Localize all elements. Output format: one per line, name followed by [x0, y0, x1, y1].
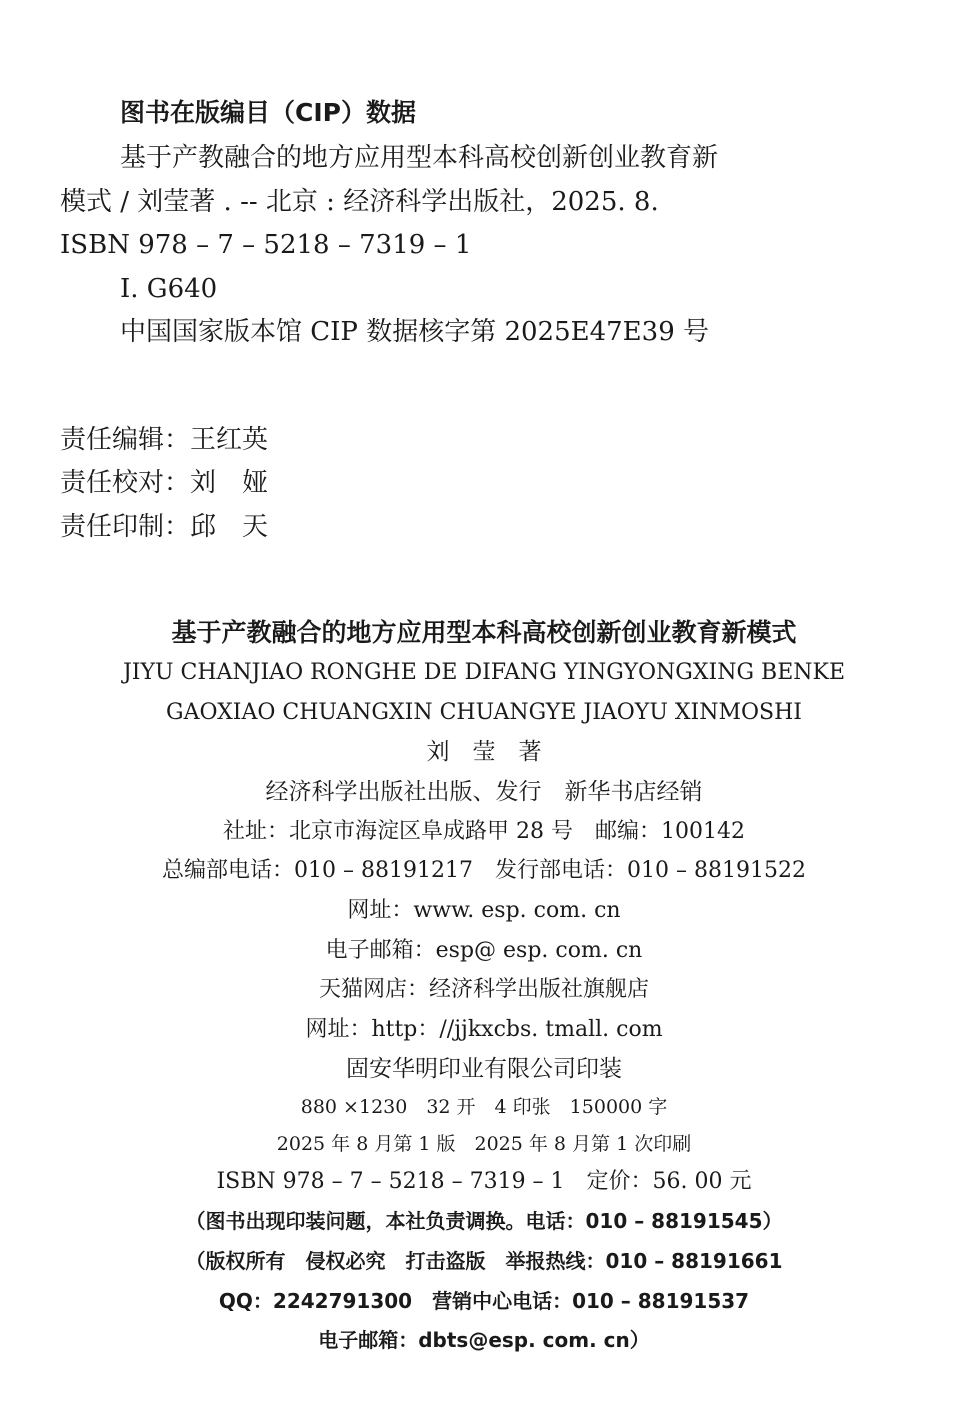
cip-title-line1: 基于产教融合的地方应用型本科高校创新创业教育新: [120, 143, 719, 173]
pinyin-title-line1: JIYU CHANJIAO RONGHE DE DIFANG YINGYONGXING BENKE: [122, 660, 846, 685]
responsible-printer: 责任印制：邱 天: [60, 512, 269, 542]
notice-line1: （图书出现印装问题，本社负责调换。电话：010 – 88191545）: [185, 1209, 783, 1233]
cip-heading: 图书在版编目（CIP）数据: [120, 98, 416, 127]
responsible-editor: 责任编辑：王红英: [60, 425, 269, 455]
publisher-line: 经济科学出版社出版、发行 新华书店经销: [265, 779, 703, 805]
website-line: 网址：www. esp. com. cn: [347, 898, 621, 923]
tmall-url-line: 网址：http：//jjkxcbs. tmall. com: [305, 1017, 663, 1042]
cip-title-line2: 模式 / 刘莹著 . -- 北京 : 经济科学出版社，2025. 8.: [60, 187, 659, 217]
edition-line: 2025 年 8 月第 1 版 2025 年 8 月第 1 次印刷: [276, 1133, 692, 1155]
email-line: 电子邮箱：esp@ esp. com. cn: [325, 938, 643, 963]
cip-record-number: 中国国家版本馆 CIP 数据核字第 2025E47E39 号: [120, 317, 710, 347]
specs-line: 880 ×1230 32 开 4 印张 150000 字: [300, 1096, 668, 1118]
author: 刘 莹 著: [426, 739, 542, 765]
phone-line: 总编部电话：010 – 88191217 发行部电话：010 – 88191522: [162, 858, 806, 883]
tmall-store-line: 天猫网店：经济科学出版社旗舰店: [318, 977, 649, 1002]
notice-line2: （版权所有 侵权必究 打击盗版 举报热线：010 – 88191661: [185, 1249, 783, 1273]
cip-classification: Ⅰ. G640: [120, 274, 218, 304]
cip-isbn: ISBN 978 – 7 – 5218 – 7319 – 1: [60, 230, 472, 260]
pinyin-title-line2: GAOXIAO CHUANGXIN CHUANGYE JIAOYU XINMOSHI: [166, 700, 802, 725]
notice-line4: 电子邮箱：dbts@esp. com. cn）: [318, 1328, 650, 1352]
isbn-price-line: ISBN 978 – 7 – 5218 – 7319 – 1 定价：56. 00 元: [216, 1169, 752, 1194]
notice-line3: QQ：2242791300 营销中心电话：010 – 88191537: [218, 1289, 750, 1313]
book-title: 基于产教融合的地方应用型本科高校创新创业教育新模式: [171, 618, 797, 647]
responsible-proofreader: 责任校对：刘 娅: [60, 468, 269, 498]
printing-company: 固安华明印业有限公司印装: [346, 1056, 622, 1082]
address-line: 社址：北京市海淀区阜成路甲 28 号 邮编：100142: [223, 819, 745, 844]
